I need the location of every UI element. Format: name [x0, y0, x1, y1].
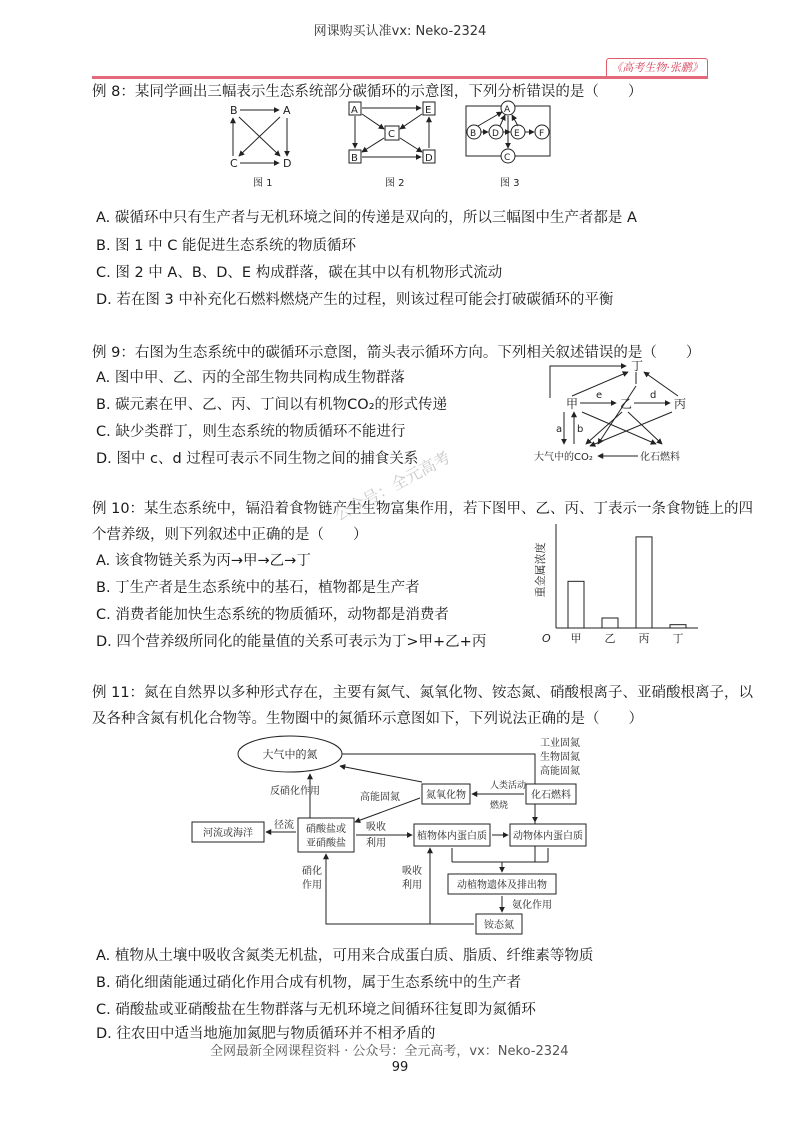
x-tick-label: 丁	[672, 632, 684, 645]
nox-label: 氮氧化物	[426, 790, 466, 801]
x-tick-label: 乙	[604, 632, 616, 645]
high-energy-label: 高能固氮	[360, 792, 400, 803]
q9-node-co2: 大气中的CO₂	[534, 452, 593, 463]
q11-option-b: B. 硝化细菌能通过硝化作用合成有机物，属于生态系统中的生产者	[96, 975, 522, 991]
q9-node-bing: 丙	[674, 397, 687, 411]
q8-option-c: C. 图 2 中 A、B、D、E 构成群落，碳在其中以有机物形式流动	[96, 265, 503, 281]
absorb2-a: 吸收	[402, 866, 422, 877]
cloud-label: 大气中的氮	[262, 748, 318, 761]
q10-option-a: A. 该食物链关系为丙→甲→乙→丁	[96, 553, 311, 569]
q9-option-a: A. 图中甲、乙、丙的全部生物共同构成生物群落	[96, 370, 405, 386]
top-watermark: 网课购买认准vx: Neko-2324	[313, 24, 487, 39]
x-tick-label: 甲	[570, 632, 582, 645]
chart-y-axis-label: 重金属浓度	[534, 542, 547, 598]
ammonification-label: 氨化作用	[512, 900, 552, 911]
chart-origin-label: O	[542, 632, 551, 645]
fig2-node-e: E	[425, 105, 432, 116]
nitrification-b: 作用	[302, 880, 322, 891]
page-number: 99	[391, 1060, 409, 1075]
fixation-high-energy: 高能固氮	[540, 766, 580, 777]
q8-stem: 例 8：某同学画出三幅表示生态系统部分碳循环的示意图，下列分析错误的是（ ）	[92, 84, 643, 100]
q8-figures	[215, 100, 555, 195]
runoff-label: 径流	[274, 820, 294, 831]
figure-2	[349, 102, 435, 189]
fig3-label: 图 3	[500, 178, 520, 189]
remains-label: 动植物遗体及排出物	[457, 880, 547, 891]
bar-2	[602, 618, 618, 628]
fig2-node-a: A	[351, 105, 358, 116]
nitrification-a: 硝化	[302, 866, 322, 877]
q9-stem: 例 9：右图为生态系统中的碳循环示意图，箭头表示循环方向。下列相关叙述错误的是（ ）	[92, 345, 701, 361]
fig1-label: 图 1	[253, 178, 273, 189]
nitrate-label-1: 硝酸盐或	[306, 824, 346, 835]
q9-option-d: D. 图中 c、d 过程可表示不同生物之间的捕食关系	[96, 451, 419, 467]
q9-edge-a: a	[556, 424, 563, 435]
fixation-industrial: 工业固氮	[540, 738, 580, 749]
q9-option-b: B. 碳元素在甲、乙、丙、丁间以有机物CO₂的形式传递	[96, 397, 448, 413]
q11-stem-line1: 例 11：氮在自然界以多种形式存在，主要有氮气、氮氧化物、铵态氮、硝酸根离子、亚硝酸根离子，以	[92, 685, 754, 701]
q8-option-a: A. 碳循环中只有生产者与无机环境之间的传递是双向的，所以三幅图中生产者都是 A	[96, 210, 637, 226]
q9-edge-e: e	[596, 390, 603, 401]
brand-tag: 《高考生物·张鹏》	[606, 58, 708, 78]
fig3-node-c: C	[504, 153, 511, 163]
fig2-label: 图 2	[385, 178, 405, 189]
animal-protein-label: 动物体内蛋白质	[513, 831, 583, 842]
absorb2-b: 利用	[402, 880, 422, 891]
q9-node-ding: 丁	[631, 359, 644, 373]
x-tick-label: 丙	[638, 632, 650, 645]
q11-stem-line2: 及各种含氮有机化合物等。生物圈中的氮循环示意图如下，下列说法正确的是（ ）	[92, 711, 643, 727]
fig1-node-d: D	[283, 157, 292, 170]
q10-stem-line2: 个营养级，则下列叙述中正确的是（ ）	[92, 527, 368, 543]
figure-3	[466, 101, 550, 189]
q10-cadmium-bar-chart	[528, 520, 708, 650]
footer-watermark: 全网最新全网课程资料 · 公众号：全元高考，vx：Neko-2324	[210, 1044, 569, 1059]
fig3-node-a: A	[504, 105, 511, 115]
fig3-node-b: B	[470, 129, 477, 139]
plant-protein-label: 植物体内蛋白质	[417, 831, 487, 842]
fossil-label: 化石燃料	[531, 790, 571, 801]
ammonium-label: 铵态氮	[484, 920, 514, 931]
burn-label: 燃烧	[490, 801, 509, 811]
bar-4	[670, 625, 686, 628]
river-label: 河流或海洋	[203, 828, 253, 839]
nitrate-label-2: 亚硝酸盐	[306, 838, 346, 849]
q9-carbon-cycle-diagram	[528, 356, 708, 468]
q10-option-d: D. 四个营养级所同化的能量值的关系可表示为丁>甲+乙+丙	[96, 634, 487, 650]
fig3-node-f: F	[539, 129, 545, 139]
fig3-node-e: E	[514, 129, 520, 139]
q8-option-b: B. 图 1 中 C 能促进生态系统的物质循环	[96, 238, 356, 254]
q8-option-d: D. 若在图 3 中补充化石燃料燃烧产生的过程，则该过程可能会打破碳循环的平衡	[96, 292, 614, 308]
figure-1	[230, 104, 291, 189]
q11-option-d: D. 往农田中适当地施加氮肥与物质循环并不相矛盾的	[96, 1026, 436, 1042]
q9-edge-b: b	[577, 424, 584, 435]
q9-option-c: C. 缺少类群丁，则生态系统的物质循环不能进行	[96, 424, 406, 440]
fig1-node-b: B	[230, 104, 238, 117]
fig1-node-c: C	[230, 157, 238, 170]
q10-stem-line1: 例 10：某生态系统中，镉沿着食物链产生生物富集作用，若下图甲、乙、丙、丁表示一条食物链上的四	[92, 501, 754, 517]
fixation-biological: 生物固氮	[540, 752, 580, 763]
q9-node-yi: 乙	[620, 397, 633, 411]
q9-edge-d: d	[650, 390, 657, 401]
q11-option-a: A. 植物从土壤中吸收含氮类无机盐，可用来合成蛋白质、脂质、纤维素等物质	[96, 948, 594, 964]
human-activity-label: 人类活动	[490, 781, 527, 791]
absorb1-a: 吸收	[366, 822, 386, 833]
bar-3	[636, 537, 652, 628]
q9-node-fossil: 化石燃料	[640, 452, 680, 463]
fig2-node-c: C	[388, 129, 395, 140]
q10-option-c: C. 消费者能加快生态系统的物质循环，动物都是消费者	[96, 607, 449, 623]
q10-option-b: B. 丁生产者是生态系统中的基石，植物都是生产者	[96, 580, 420, 596]
bar-1	[568, 581, 584, 628]
fig2-node-b: B	[351, 153, 358, 164]
q9-node-jia: 甲	[566, 397, 579, 411]
diagonal-watermark: 公众号：全元高考	[331, 447, 454, 525]
fig3-node-d: D	[492, 129, 499, 139]
header-rule	[92, 76, 708, 79]
fig1-node-a: A	[283, 104, 291, 117]
denitrification-label: 反硝化作用	[270, 786, 320, 797]
absorb1-b: 利用	[366, 838, 386, 849]
q11-nitrogen-cycle-diagram	[190, 732, 590, 938]
q11-option-c: C. 硝酸盐或亚硝酸盐在生物群落与无机环境之间循环往复即为氮循环	[96, 1002, 536, 1018]
fig2-node-d: D	[425, 153, 433, 164]
